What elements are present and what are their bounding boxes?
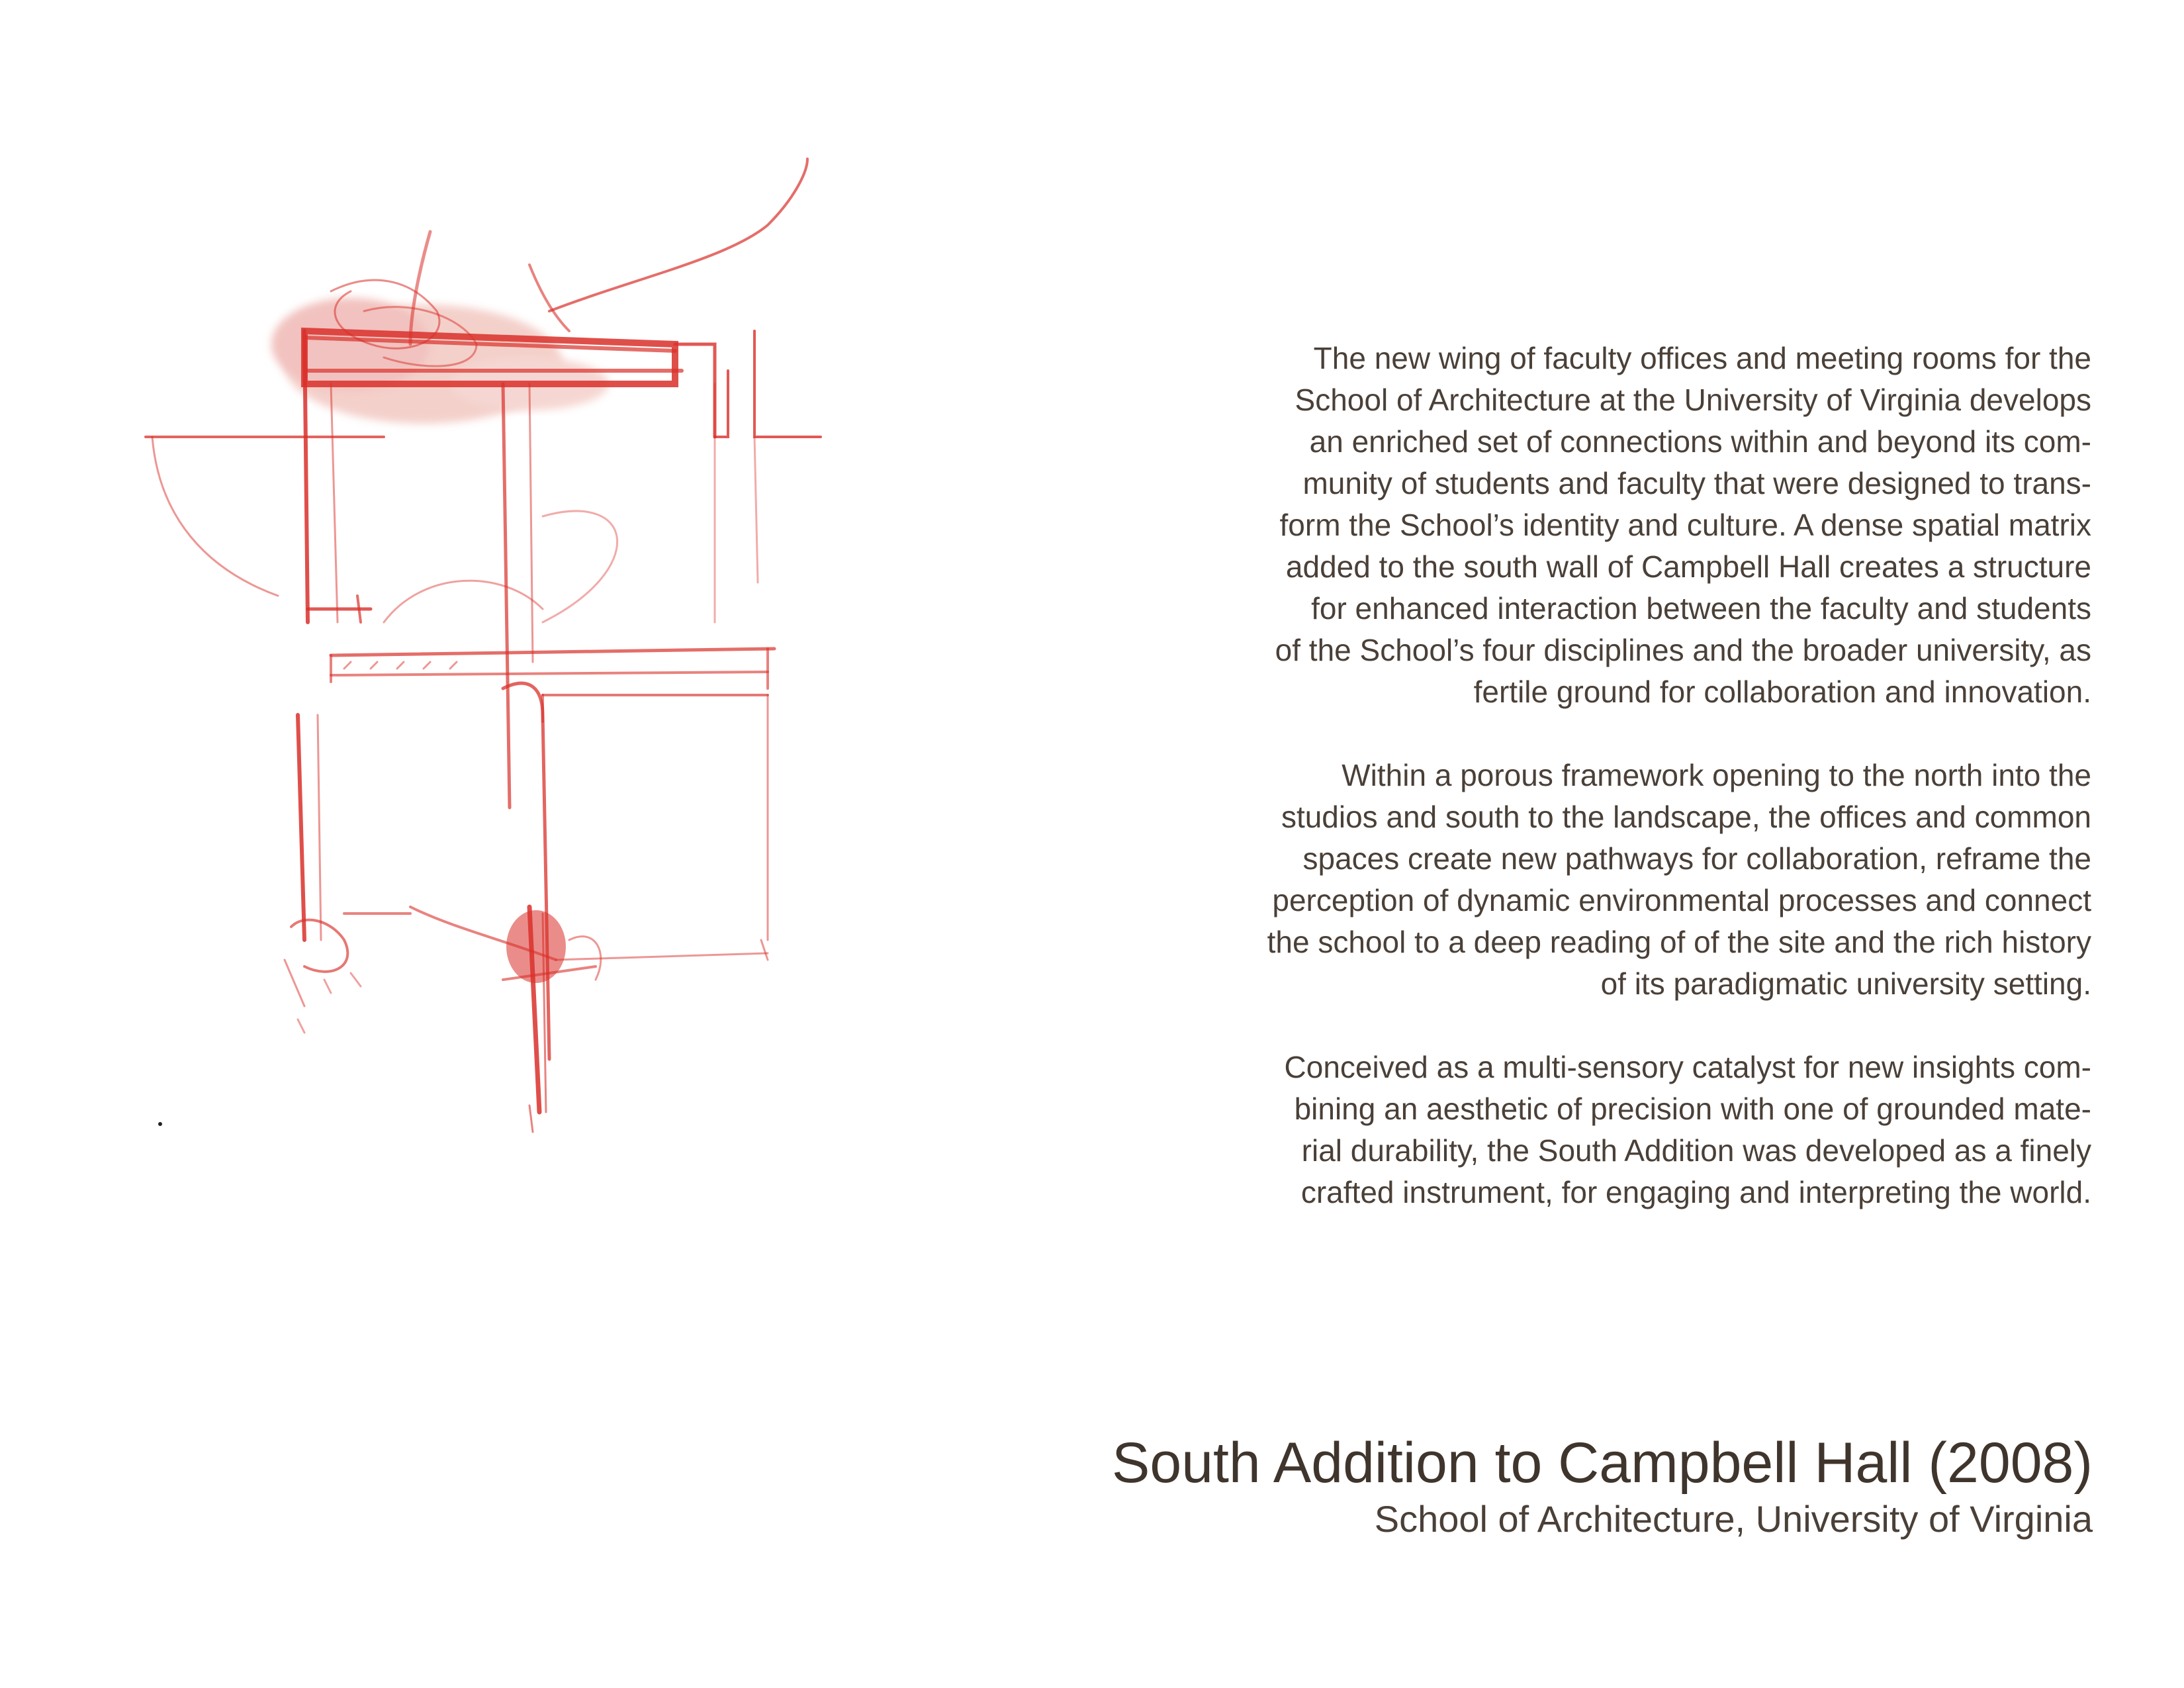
project-subtitle: School of Architecture, University of Virginia (1374, 1498, 2093, 1540)
text-line: of the School’s four disciplines and the broader university, as (1275, 633, 2091, 667)
text-line: The new wing of faculty offices and meeting rooms for the (1313, 341, 2091, 375)
text-line: rial durability, the South Addition was developed as a finely (1301, 1133, 2091, 1168)
title-block (993, 1430, 2093, 1542)
text-line: added to the south wall of Campbell Hall creates a structure (1285, 549, 2091, 584)
text-line: perception of dynamic environmental processes and connect (1272, 883, 2091, 917)
text-line: for enhanced interaction between the faculty and students (1311, 591, 2091, 626)
text-line: crafted instrument, for engaging and interpreting the world. (1300, 1175, 2091, 1209)
text-line: an enriched set of connections within and beyond its com- (1309, 424, 2091, 459)
project-title: South Addition to Campbell Hall (2008) (1112, 1431, 2093, 1495)
sketch-dot (158, 1122, 162, 1126)
paragraph-3 (1152, 1047, 2091, 1213)
text-line: form the School’s identity and culture. A dense spatial matrix (1279, 508, 2091, 542)
text-line: School of Architecture at the University of Virginia develops (1295, 383, 2091, 417)
text-line: fertile ground for collaboration and innovation. (1473, 675, 2091, 709)
text-line: studios and south to the landscape, the offices and common (1281, 800, 2091, 834)
text-line: Conceived as a multi-sensory catalyst for new insights com- (1284, 1050, 2091, 1084)
text-line: Within a porous framework opening to the north into the (1342, 758, 2091, 792)
paragraph-2 (1152, 755, 2091, 1005)
project-description (1152, 338, 2091, 1255)
text-line: bining an aesthetic of precision with one of grounded mate- (1294, 1092, 2091, 1126)
paragraph-1 (1152, 338, 2091, 713)
sketch-lines (146, 159, 821, 1132)
text-line: munity of students and faculty that were designed to trans- (1302, 466, 2091, 500)
architectural-sketch (132, 146, 860, 1258)
text-line: of its paradigmatic university setting. (1600, 966, 2091, 1001)
text-line: spaces create new pathways for collaboration, reframe the (1302, 841, 2091, 876)
text-line: the school to a deep reading of of the site and the rich history (1267, 925, 2091, 959)
